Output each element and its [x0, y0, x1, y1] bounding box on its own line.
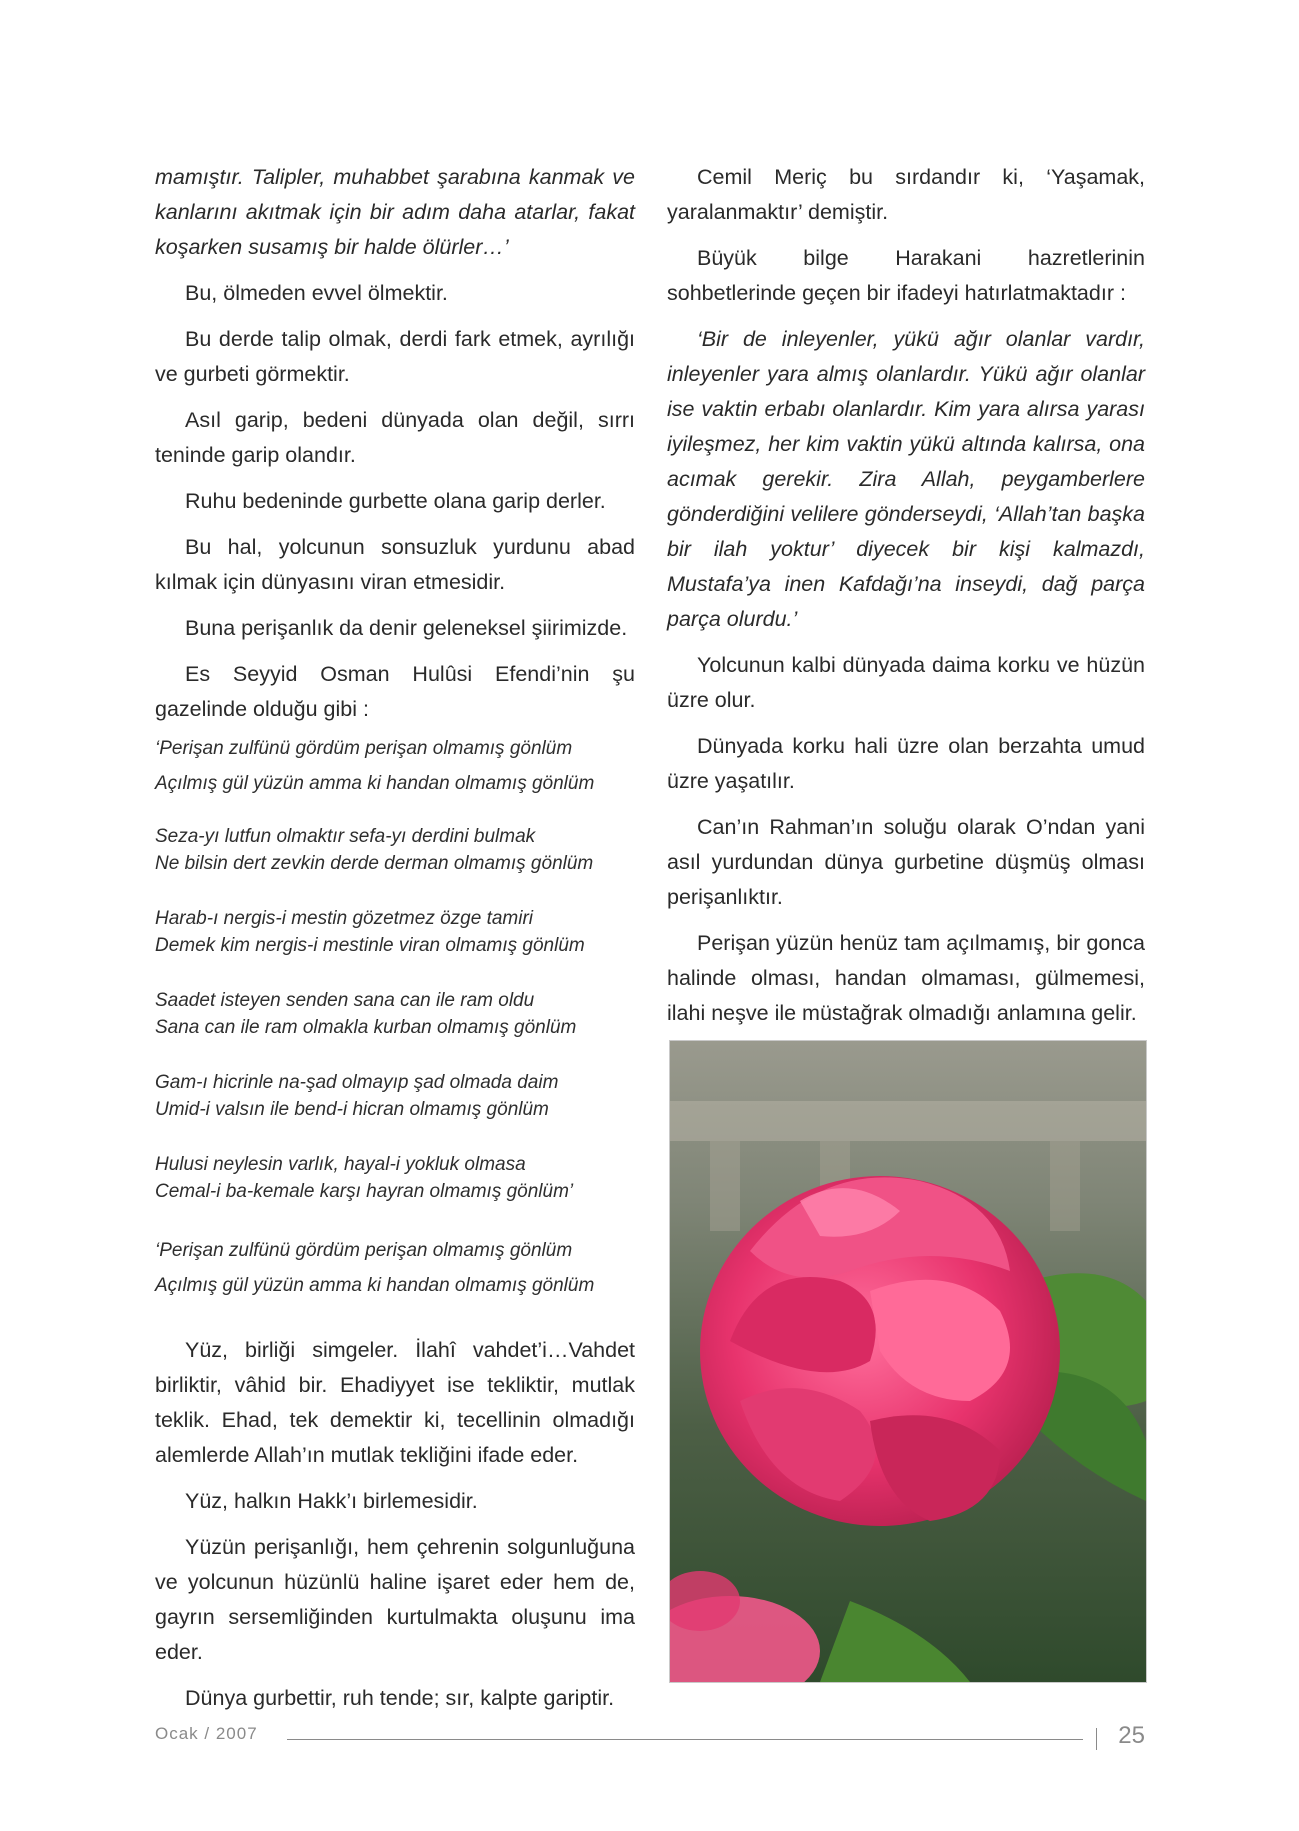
right-paragraph-3-quote: ‘Bir de inleyenler, yükü ağır olanlar vardır, inleyenler yara almış olanlardır. Yükü ağır olanlar ise vaktin erbabı olanlardır. Kim yara alırsa yarası iyileşmez, her kim vaktin yükü altında kalırsa, ona acımak gerekir. Zira Allah, peygamberlere gönderdiğini velilere gönderseydi, ‘Allah’tan başka bir ilah yoktur’ diyecek bir kişi kalmazdı, Mustafa’ya inen Kafdağı’na inseydi, dağ parça parça olurdu.’: [667, 327, 1145, 631]
right-paragraph-6: Can’ın Rahman’ın soluğu olarak O’ndan yani asıl yurdundan dünya gurbetine düşmüş olması perişanlıktır.: [667, 815, 1145, 909]
left-paragraph-10: Yüz, halkın Hakk’ı birlemesidir.: [185, 1489, 478, 1513]
left-column: [155, 160, 635, 1727]
poem: [155, 731, 635, 1303]
poem-line: Demek kim nergis-i mestinle viran olmamış gönlüm: [155, 935, 585, 956]
left-paragraph-12: Dünya gurbettir, ruh tende; sır, kalpte gariptir.: [185, 1686, 615, 1710]
page-footer: [155, 1722, 1145, 1752]
left-paragraph-8: Es Seyyid Osman Hulûsi Efendi’nin şu gazelinde olduğu gibi :: [155, 662, 635, 721]
left-paragraph-1-text: mamıştır. Talipler, muhabbet şarabına kanmak ve kanlarını akıtmak için bir adım daha atarlar, fakat koşarken susamış bir halde ölürler…’: [155, 165, 635, 259]
left-paragraph-7: Buna perişanlık da denir geleneksel şiirimizde.: [185, 616, 628, 640]
footer-date: Ocak / 2007: [155, 1724, 258, 1743]
right-paragraph-5: Dünyada korku hali üzre olan berzahta umud üzre yaşatılır.: [667, 734, 1145, 793]
right-paragraph-4: Yolcunun kalbi dünyada daima korku ve hüzün üzre olur.: [667, 653, 1145, 712]
poem-line: Seza-yı lutfun olmaktır sefa-yı derdini bulmak: [155, 826, 536, 847]
left-paragraph-6: Bu hal, yolcunun sonsuzluk yurdunu abad kılmak için dünyasını viran etmesidir.: [155, 535, 635, 594]
left-paragraph-2: Bu, ölmeden evvel ölmektir.: [185, 281, 448, 305]
poem-stanza: [155, 1069, 635, 1123]
right-paragraph-1: Cemil Meriç bu sırdandır ki, ‘Yaşamak, yaralanmaktır’ demiştir.: [667, 165, 1145, 224]
poem-stanza: [155, 823, 635, 877]
poem-stanza: [155, 1233, 635, 1303]
poem-line: Umid-i valsın ile bend-i hicran olmamış gönlüm: [155, 1099, 549, 1120]
poem-line: Hulusi neylesin varlık, hayal-i yokluk olmasa: [155, 1154, 526, 1175]
left-paragraph-5: Ruhu bedeninde gurbette olana garip derler.: [185, 489, 606, 513]
footer-divider: [1096, 1728, 1097, 1750]
right-paragraph-2: Büyük bilge Harakani hazretlerinin sohbetlerinde geçen bir ifadeyi hatırlatmaktadır :: [667, 246, 1145, 305]
left-paragraph-9: Yüz, birliği simgeler. İlahî vahdet’i…Vahdet birliktir, vâhid bir. Ehadiyyet ise tekliktir, mutlak teklik. Ehad, tek demektir ki, tecellinin olmadığı alemlerde Allah’ın mutlak tekliğini ifade eder.: [155, 1338, 635, 1467]
poem-line: ‘Perişan zulfünü gördüm perişan olmamış gönlüm: [155, 1240, 573, 1261]
rose-illustration: [670, 1041, 1146, 1682]
poem-line: Gam-ı hicrinle na-şad olmayıp şad olmada daim: [155, 1072, 559, 1093]
left-paragraph-11: Yüzün perişanlığı, hem çehrenin solgunluğuna ve yolcunun hüzünlü haline işaret eder hem de, gayrın sersemliğinden kurtulmakta oluşunu ima eder.: [155, 1535, 635, 1664]
poem-line: Harab-ı nergis-i mestin gözetmez özge tamiri: [155, 908, 534, 929]
left-paragraph-3: Bu derde talip olmak, derdi fark etmek, ayrılığı ve gurbeti görmektir.: [155, 327, 635, 386]
left-paragraph-4: Asıl garip, bedeni dünyada olan değil, sırrı teninde garip olandır.: [155, 408, 635, 467]
poem-line: ‘Perişan zulfünü gördüm perişan olmamış gönlüm: [155, 738, 573, 759]
poem-stanza: [155, 1151, 635, 1205]
poem-stanza: [155, 905, 635, 959]
poem-line: Açılmış gül yüzün amma ki handan olmamış gönlüm: [155, 1275, 595, 1296]
footer-rule: [287, 1739, 1083, 1740]
poem-line: Cemal-i ba-kemale karşı hayran olmamış gönlüm’: [155, 1181, 574, 1202]
poem-line: Saadet isteyen senden sana can ile ram oldu: [155, 990, 535, 1011]
poem-stanza: [155, 987, 635, 1041]
right-column: [667, 160, 1145, 1042]
poem-line: Ne bilsin dert zevkin derde derman olmamış gönlüm: [155, 853, 594, 874]
right-paragraph-7: Perişan yüzün henüz tam açılmamış, bir gonca halinde olması, handan olmaması, gülmemesi, ilahi neşve ile müstağrak olmadığı anlamına gelir.: [667, 931, 1145, 1025]
rose-photo: [669, 1040, 1147, 1683]
poem-line: Açılmış gül yüzün amma ki handan olmamış gönlüm: [155, 773, 595, 794]
left-paragraph-1: [155, 160, 635, 265]
poem-stanza: [155, 731, 635, 801]
page-number: 25: [1118, 1722, 1145, 1749]
poem-line: Sana can ile ram olmakla kurban olmamış gönlüm: [155, 1017, 577, 1038]
